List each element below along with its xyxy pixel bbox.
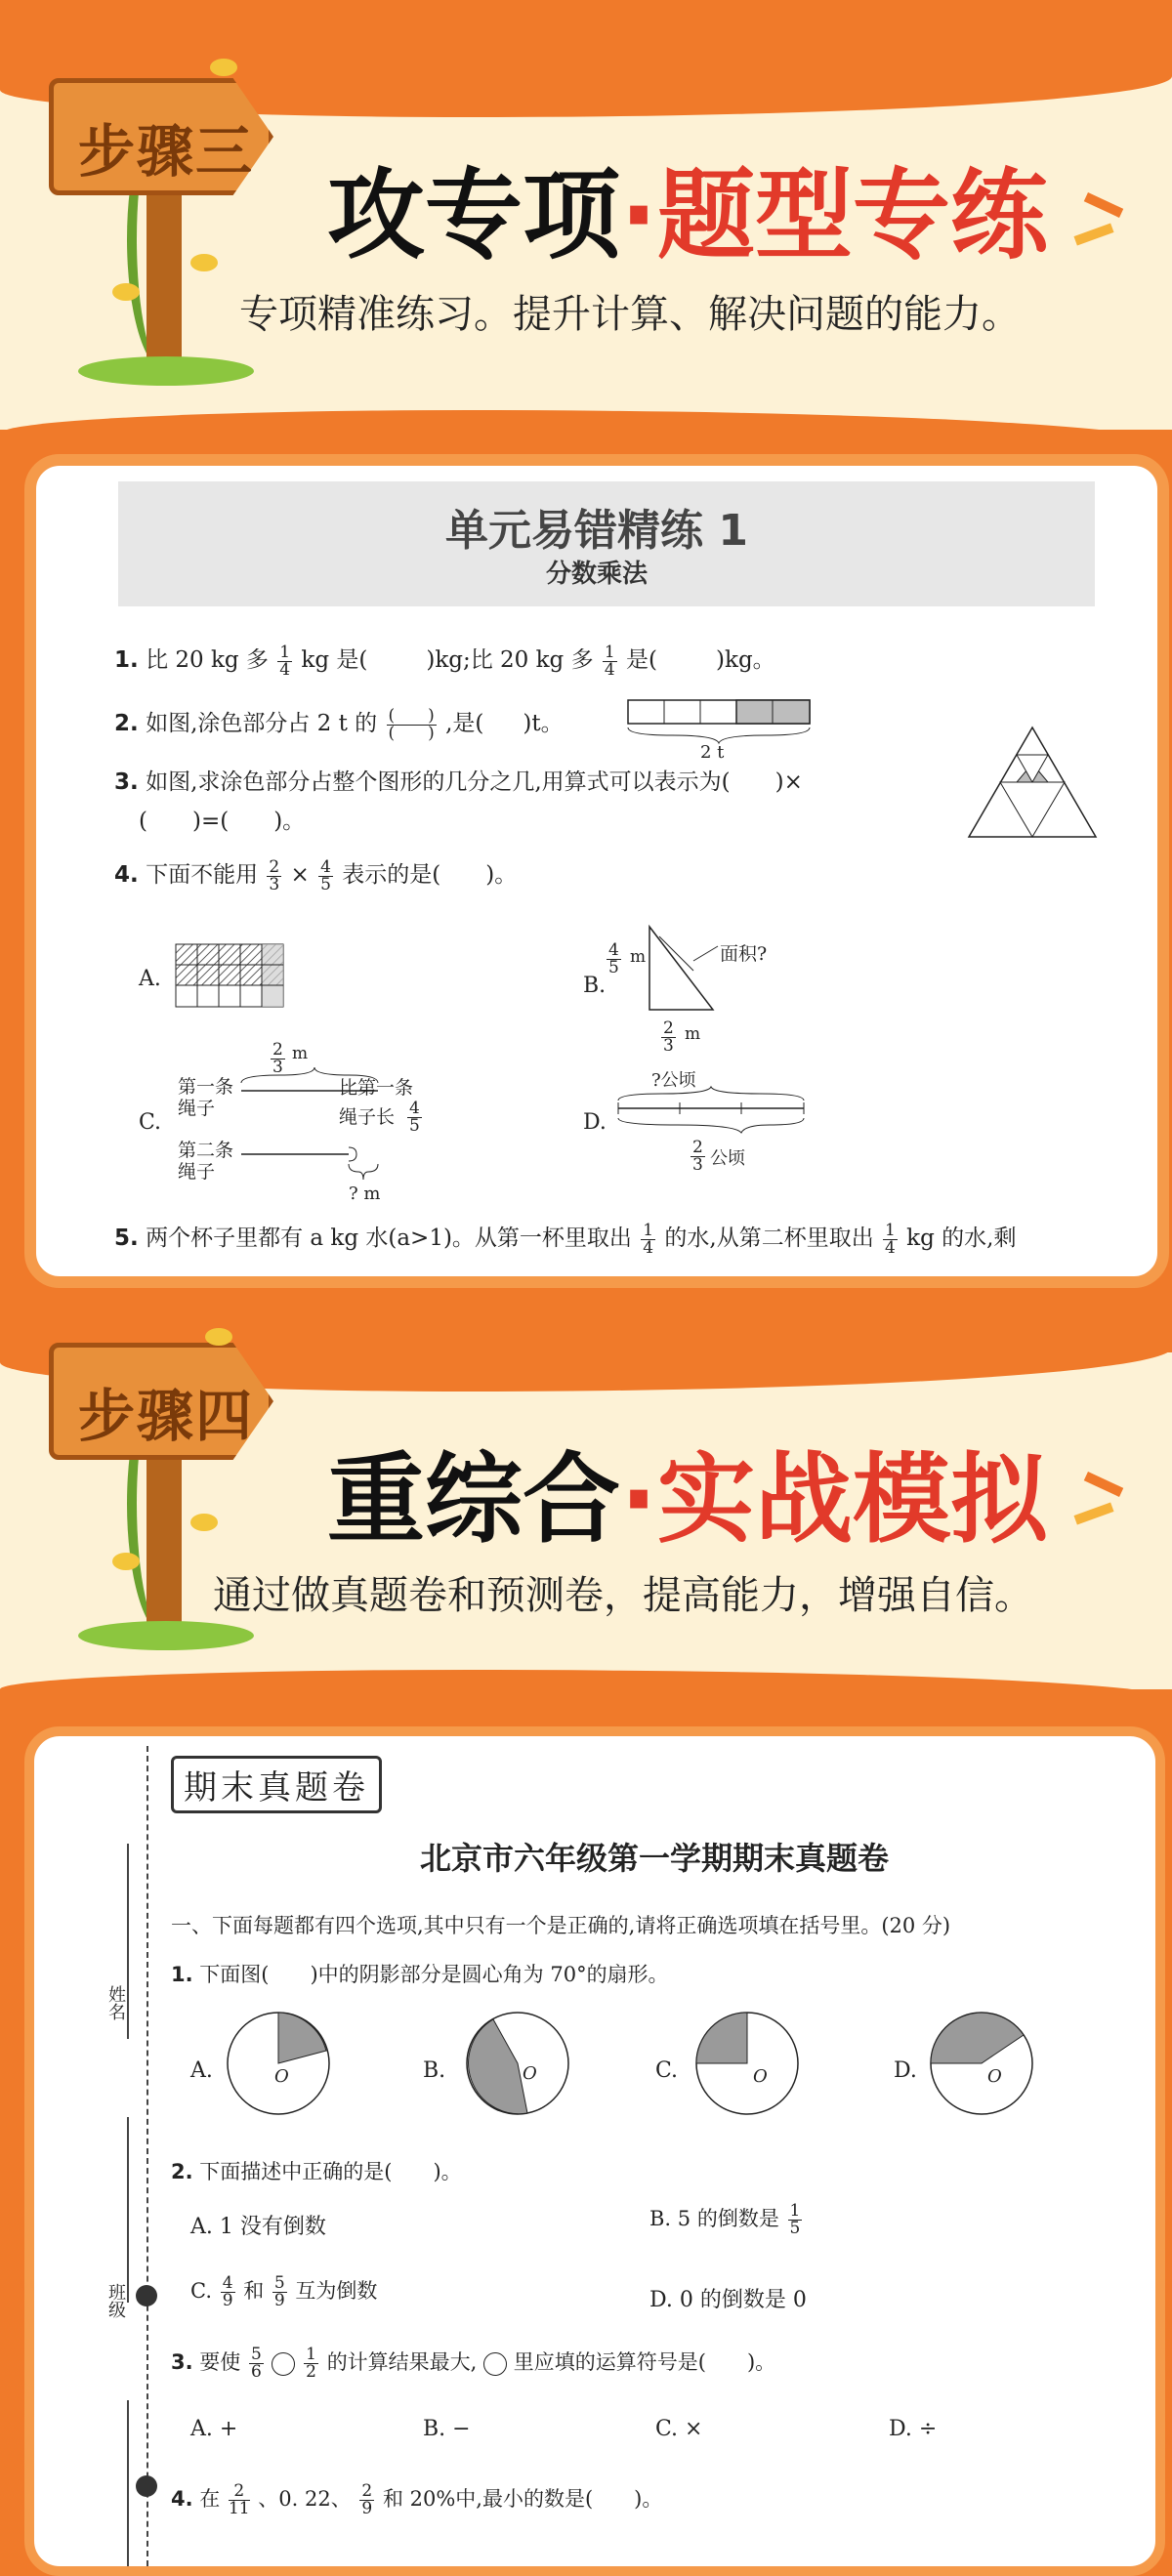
option-b-side: $\frac{4}{5}$ (608, 940, 619, 977)
question-5: 5. 两个杯子里都有 a kg 水(a>1)。从第一杯里取出 $\frac{1}{4}$ 的水,从第二杯里取出 $\frac{1}{4}$ kg 的水,剩 (114, 1220, 1017, 1258)
circle-blank-icon (483, 2352, 507, 2376)
option-b-base-unit: m (685, 1024, 701, 1044)
leaf-icon (210, 59, 237, 76)
option-c-top: $\frac{2}{3}$ (272, 1040, 283, 1077)
seal-dot (136, 2285, 157, 2306)
sector-d (928, 2010, 1035, 2117)
sector-b-center: O (523, 2063, 537, 2084)
option-b-label: B. (583, 974, 607, 998)
step3-subtitle: 专项精准练习。提升计算、解决问题的能力。 (239, 292, 1021, 337)
question-3: 3. 如图,求涂色部分占整个图形的几分之几,用算式可以表示为( )× (114, 769, 803, 795)
seal-dot (136, 2475, 157, 2497)
q1-option-d: D. (894, 2058, 917, 2083)
step4-headline (327, 1421, 1048, 1561)
grass-decoration (78, 1621, 254, 1650)
headline-dot: · (620, 1442, 657, 1557)
question-4: 4. 下面不能用 $\frac{2}{3}$ × $\frac{4}{5}$ 表示的是( )。 (114, 856, 518, 894)
section-1-heading: 一、下面每题都有四个选项,其中只有一个是正确的,请将正确选项填在括号里。(20 分) (171, 1914, 951, 1937)
headline-black: 重综合 (327, 1442, 620, 1557)
option-c-rope2: 第二条 绳子 (178, 1140, 234, 1183)
option-a-grid (176, 944, 283, 1007)
q1-option-a: A. (190, 2058, 213, 2083)
side-name: 姓名 (105, 1985, 126, 2020)
question-3-line2: ( )=( )。 (139, 809, 306, 834)
q3-option-c: C. × (655, 2417, 703, 2441)
sector-c (693, 2010, 801, 2117)
option-d-bottom: $\frac{2}{3}$ (692, 1138, 703, 1175)
option-c-top-unit: m (292, 1044, 309, 1063)
bar-diagram-label: 2 t (700, 742, 725, 763)
step3-headline (327, 137, 1048, 277)
option-c-rope1: 第一条 绳子 (178, 1076, 234, 1119)
option-d-label: D. (583, 1110, 607, 1135)
card-subtitle: 分数乘法 (545, 560, 648, 589)
option-c-compare-frac: $\frac{4}{5}$ (409, 1099, 420, 1136)
exam-card (24, 1726, 1165, 2576)
q2-option-a: A. 1 没有倒数 (190, 2215, 326, 2239)
q3-option-b: B. − (423, 2417, 471, 2441)
side-class: 班级 (105, 2283, 126, 2318)
grass-decoration (78, 356, 254, 386)
q3-option-a: A. + (190, 2417, 238, 2441)
sector-b (464, 2010, 571, 2117)
step4-subtitle: 通过做真题卷和预测卷，提高能力，增强自信。 (213, 1573, 1033, 1618)
option-d-bar (618, 1091, 804, 1140)
option-c-compare: 比第一条 (339, 1077, 414, 1099)
exam-question-3: 3. 要使 $\frac{5}{6}$ $\frac{1}{2}$ 的计算结果最大, 里应填的运算符号是( )。 (171, 2345, 776, 2382)
sector-a (225, 2010, 332, 2117)
q2-option-b: B. 5 的倒数是 $\frac{1}{5}$ (649, 2201, 801, 2238)
q1-option-b: B. (423, 2058, 446, 2083)
sector-c-center: O (753, 2066, 768, 2087)
leaf-icon (112, 1553, 140, 1570)
option-a-label: A. (139, 967, 161, 991)
exam-question-4: 4. 在 $\frac{2}{11}$ 、0. 22、 $\frac{2}{9}$ 和 20%中,最小的数是( )。 (171, 2481, 663, 2518)
lower-line (127, 2400, 129, 2566)
practice-card (24, 454, 1169, 1288)
exam-question-1: 1. 下面图( )中的阴影部分是圆心角为 70°的扇形。 (171, 1963, 669, 1986)
leaf-icon (112, 283, 140, 301)
exam-question-2: 2. 下面描述中正确的是( )。 (171, 2160, 462, 2183)
class-line (127, 2117, 129, 2303)
question-1: 1. 比 20 kg 多 $\frac{1}{4}$ kg 是( )kg;比 20 kg 多 $\frac{1}{4}$ 是( )kg。 (114, 642, 775, 680)
headline-red: 实战模拟 (657, 1442, 1048, 1557)
option-b-base: $\frac{2}{3}$ (663, 1018, 674, 1056)
sign-text: 步骤四 (78, 1383, 255, 1449)
question-2: 2. 如图,涂色部分占 2 t 的 $\frac{( )}{( )}$ ,是( )t。 (114, 705, 564, 743)
option-b-area: 面积? (720, 943, 768, 965)
option-b-side-unit: m (630, 947, 647, 967)
option-c-bottom: ? m (349, 1184, 381, 1204)
headline-black: 攻专项 (327, 158, 620, 272)
sign-text: 步骤三 (78, 118, 255, 185)
exam-tag: 期末真题卷 (171, 1756, 382, 1813)
leaf-icon (190, 1514, 218, 1531)
card-title: 单元易错精练 1 (445, 506, 748, 556)
option-d-top: ?公顷 (651, 1070, 696, 1091)
q2-option-d: D. 0 的倒数是 0 (649, 2288, 807, 2312)
sector-d-center: O (987, 2066, 1002, 2087)
q1-option-c: C. (655, 2058, 679, 2083)
circle-blank-icon (272, 2352, 295, 2376)
option-c-label: C. (139, 1110, 162, 1135)
leaf-icon (205, 1328, 232, 1346)
headline-dot: · (620, 158, 657, 272)
sector-a-center: O (274, 2066, 289, 2087)
q2-option-c: C. $\frac{4}{9}$ 和 $\frac{5}{9}$ 互为倒数 (190, 2273, 378, 2310)
q3-option-d: D. ÷ (889, 2417, 938, 2441)
leaf-icon (190, 254, 218, 271)
option-d-bottom-unit: 公顷 (710, 1148, 745, 1169)
triangle-figure (969, 727, 1096, 837)
option-c-compare2: 绳子长 (339, 1106, 396, 1128)
headline-red: 题型专练 (657, 158, 1048, 272)
exam-title: 北京市六年级第一学期期末真题卷 (419, 1840, 889, 1877)
